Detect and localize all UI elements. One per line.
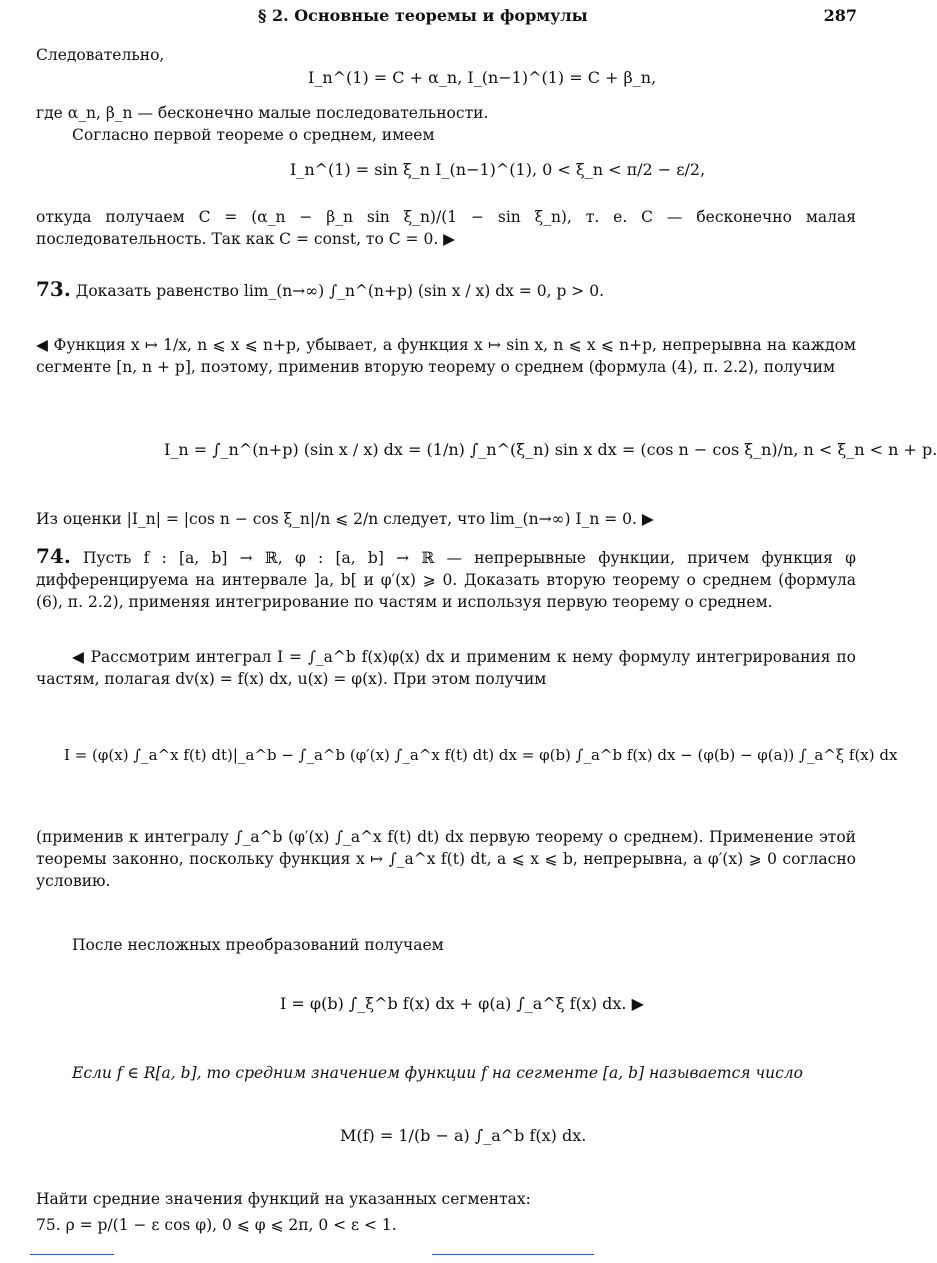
exercise-73 [36, 278, 856, 308]
formula-6 [340, 1126, 587, 1156]
formula-text: I_n^(1) = sin ξ_n I_(n−1)^(1), 0 < ξ_n < π/2 − ε/2, [290, 160, 706, 179]
footer-link-line [432, 1254, 594, 1255]
formula-5 [280, 994, 644, 1024]
formula-1 [308, 68, 657, 98]
formula-text: I = (φ(x) ∫_a^x f(t) dt)|_a^b − ∫_a^b (φ′(x) ∫_a^x f(t) dt) dx = φ(b) ∫_a^b f(x) dx − (φ(b) − φ(a)) ∫_a^ξ f(x) dx [64, 746, 898, 764]
formula-text: I_n^(1) = C + α_n, I_(n−1)^(1) = C + β_n, [308, 68, 657, 87]
paragraph: Из оценки |I_n| = |cos n − cos ξ_n|/n ⩽ 2/n следует, что lim_(n→∞) I_n = 0. ▶ [36, 510, 654, 528]
exercise-74 [36, 545, 856, 633]
formula-text: I = φ(b) ∫_ξ^b f(x) dx + φ(a) ∫_a^ξ f(x) dx. ▶ [280, 994, 644, 1013]
page-number: 287 [823, 6, 857, 25]
formula-3 [164, 440, 937, 470]
footer-link-line [30, 1254, 114, 1255]
paragraph: (применив к интегралу ∫_a^b (φ′(x) ∫_a^x f(t) dt) dx первую теорему о среднем). Применение этой теоремы законно, поскольку функция x ↦ ∫_a^x f(t) dt, a ⩽ x ⩽ b, непрерывна, а φ′(x) ⩾ 0 согласно условию. [36, 828, 856, 890]
paragraph: ◀ Рассмотрим интеграл I = ∫_a^b f(x)φ(x) dx и применим к нему формулу интегрирования по частям, полагая dv(x) = f(x) dx, u(x) = φ(x). При этом получим [36, 648, 856, 688]
formula-text: M(f) = 1/(b − a) ∫_a^b f(x) dx. [340, 1126, 587, 1145]
section-title: § 2. Основные теоремы и формулы [258, 6, 588, 25]
exercise-number: 73. [36, 277, 71, 301]
formula-2 [290, 160, 706, 190]
page-header [0, 6, 893, 28]
paragraph: После несложных преобразований получаем [72, 936, 444, 954]
formula-text: I_n = ∫_n^(n+p) (sin x / x) dx = (1/n) ∫_n^(ξ_n) sin x dx = (cos n − cos ξ_n)/n, n < ξ_n < n + p. [164, 440, 937, 459]
exercise-number: 74. [36, 544, 71, 568]
formula-4 [64, 746, 898, 776]
exercise-text: Доказать равенство lim_(n→∞) ∫_n^(n+p) (sin x / x) dx = 0, p > 0. [75, 282, 605, 300]
paragraph: откуда получаем C = (α_n − β_n sin ξ_n)/(1 − sin ξ_n), т. е. C — бесконечно малая последовательность. Так как C = const, то C = 0. ▶ [36, 208, 856, 248]
paragraph: Следовательно, [36, 46, 165, 64]
definition: Если f ∈ R[a, b], то средним значением функции f на сегменте [a, b] называется число [72, 1064, 803, 1082]
paragraph: ◀ Функция x ↦ 1/x, n ⩽ x ⩽ n+p, убывает, а функция x ↦ sin x, n ⩽ x ⩽ n+p, непрерывна на каждом сегменте [n, n + p], поэтому, применив вторую теорему о среднем (формула (4), п. 2.2), получим [36, 336, 856, 376]
paragraph-partial: 75. ρ = p/(1 − ε cos φ), 0 ⩽ φ ⩽ 2π, 0 < ε < 1. [36, 1216, 397, 1234]
paragraph: Найти средние значения функций на указанных сегментах: [36, 1190, 531, 1208]
paragraph: где α_n, β_n — бесконечно малые последовательности. [36, 104, 489, 122]
exercise-text: Пусть f : [a, b] → ℝ, φ : [a, b] → ℝ — непрерывные функции, причем функция φ дифференцируема на интервале ]a, b[ и φ′(x) ⩾ 0. Доказать вторую теорему о среднем (формула (6), п. 2.2), применяя интегрирование по частям и используя первую теорему о среднем. [36, 549, 856, 611]
paragraph: Согласно первой теореме о среднем, имеем [72, 126, 435, 144]
